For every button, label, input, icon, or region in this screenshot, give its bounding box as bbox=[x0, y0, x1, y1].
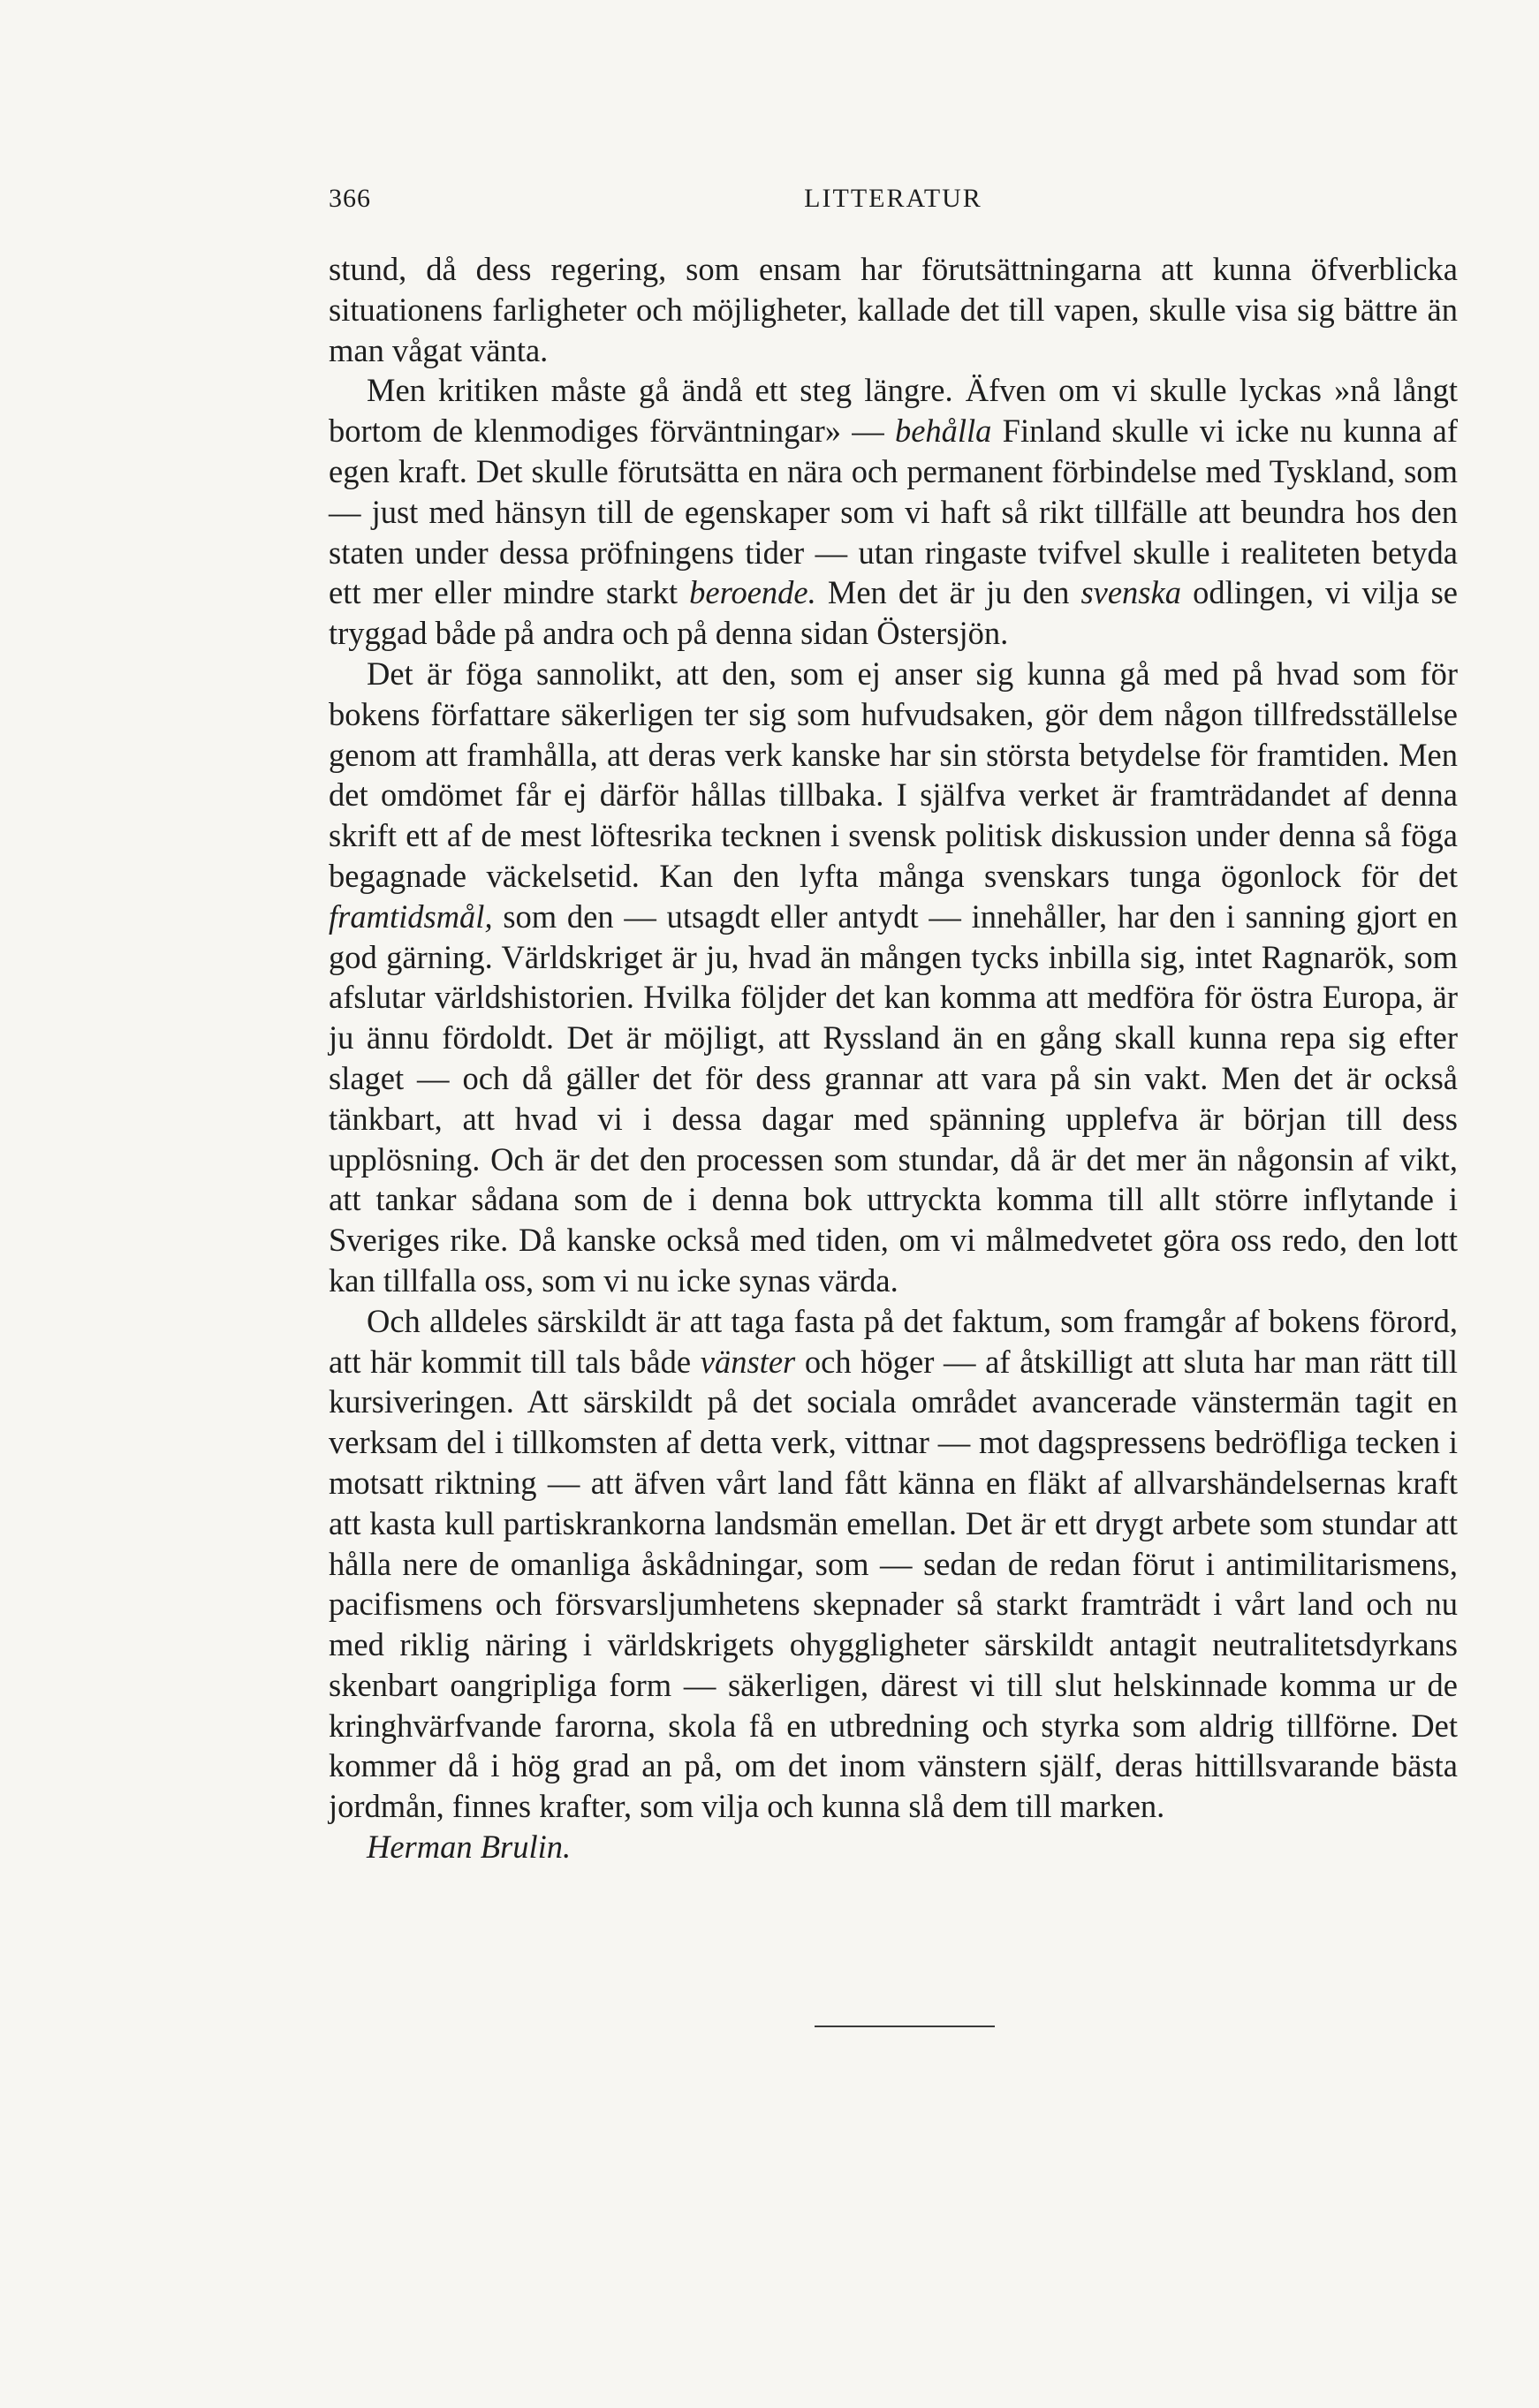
text-run: Och alldeles särskildt är att taga fasta på det faktum, som framgår af bokens förord, att här kommit till tals både bbox=[329, 1302, 1458, 1380]
text-run: och höger — af åtskilligt att sluta har man rätt till kursiveringen. Att särskildt på det sociala området avancerade vänstermän tagit en verksam del i tillkomsten af detta verk, vittnar — mot dagspressens bedröfliga tecken i motsatt riktning — att äfven vårt land fått känna en fläkt af allvarshändelsernas kraft att kasta kull partiskrankorna landsmän emellan. Det är ett drygt arbete som stundar att hålla nere de omanliga åskådningar, som — sedan de redan förut i antimilitarismens, pacifismens och försvarsljumhetens skepnader så starkt framträdt i vårt land och nu med riklig näring i världskrigets ohyggligheter särskildt antagit neutralitetsdyrkans skenbart oangripliga form — säkerligen, därest vi till slut helskinnade komma ur de kringhvärfvande farorna, skola få en utbredning och styrka som aldrig tillförne. Det kommer då i hög grad an på, om det inom vänstern själf, deras hittillsvarande bästa jordmån, finnes krafter, som vilja och kunna slå dem till marken. bbox=[329, 1343, 1458, 1825]
italic-run: vänster bbox=[700, 1343, 796, 1380]
paragraph bbox=[329, 654, 1458, 1301]
italic-run: svenska bbox=[1080, 574, 1181, 611]
text-run: odlingen, vi vilja se tryggad både på andra och på denna sidan Östersjön. bbox=[329, 574, 1458, 652]
text-run: stund, då dess regering, som ensam har förutsättningarna att kunna öfverblicka situationens farligheter och möjligheter, kallade det till vapen, skulle visa sig bättre än man vågat vänta. bbox=[329, 251, 1458, 368]
text-run: Men det är ju den bbox=[815, 574, 1081, 611]
text-run: Finland skulle vi icke nu kunna af egen kraft. Det skulle förutsätta en nära och permanent förbindelse med Tyskland, som — just med hänsyn till de egenskaper som vi haft så rikt tillfälle att beundra hos den staten under dessa pröfningens tider — utan ringaste tvifvel skulle i realiteten betyda ett mer eller mindre starkt bbox=[329, 413, 1458, 611]
text-run: som den — utsagdt eller antydt — innehåller, har den i sanning gjort en god gärning. Världskriget är ju, hvad än mången tycks inbilla sig, intet Ragnarök, som afslutar världshistorien. Hvilka följder det kan komma att medföra för östra Europa, är ju ännu fördoldt. Det är möjligt, att Ryssland än en gång skall kunna repa sig efter slaget — och då gäller det för dess grannar att vara på sin vakt. Men det är också tänkbart, att hvad vi i dessa dagar med spänning upplefva är början till dess upplösning. Och är det den processen som stundar, då är det mer än någonsin af vikt, att tankar sådana som de i denna bok uttryckta komma till allt större inflytande i Sveriges rike. Då kanske också med tiden, om vi målmedvetet göra oss redo, den lott kan tillfalla oss, som vi nu icke synas värda. bbox=[329, 897, 1458, 1299]
author-signature: Herman Brulin. bbox=[367, 1829, 572, 1866]
end-rule bbox=[815, 2026, 995, 2027]
page-header bbox=[329, 184, 1458, 219]
paragraph bbox=[329, 1301, 1458, 1827]
italic-run: behålla bbox=[894, 413, 992, 450]
page-number: 366 bbox=[329, 184, 371, 213]
paragraph bbox=[329, 249, 1458, 370]
article-body bbox=[329, 249, 1458, 1867]
italic-run: beroende. bbox=[689, 574, 816, 611]
text-run: Men kritiken måste gå ändå ett steg längre. Äfven om vi skulle lyckas »nå långt bortom de klenmodiges förväntningar» — bbox=[329, 372, 1458, 450]
paragraph bbox=[329, 370, 1458, 654]
italic-run: framtidsmål, bbox=[329, 897, 493, 935]
text-run: Det är föga sannolikt, att den, som ej anser sig kunna gå med på hvad som för bokens författare säkerligen ter sig som hufvudsaken, gör dem någon tillfredsställelse genom att framhålla, att deras verk kanske har sin största betydelse för framtiden. Men det omdömet får ej därför hållas tillbaka. I själfva verket är framträdandet af denna skrift ett af de mest löftesrika tecknen i svensk politisk diskussion under denna så föga begagnade väckelsetid. Kan den lyfta många svenskars tunga ögonlock för det bbox=[329, 655, 1458, 894]
running-title: LITTERATUR bbox=[804, 184, 982, 213]
